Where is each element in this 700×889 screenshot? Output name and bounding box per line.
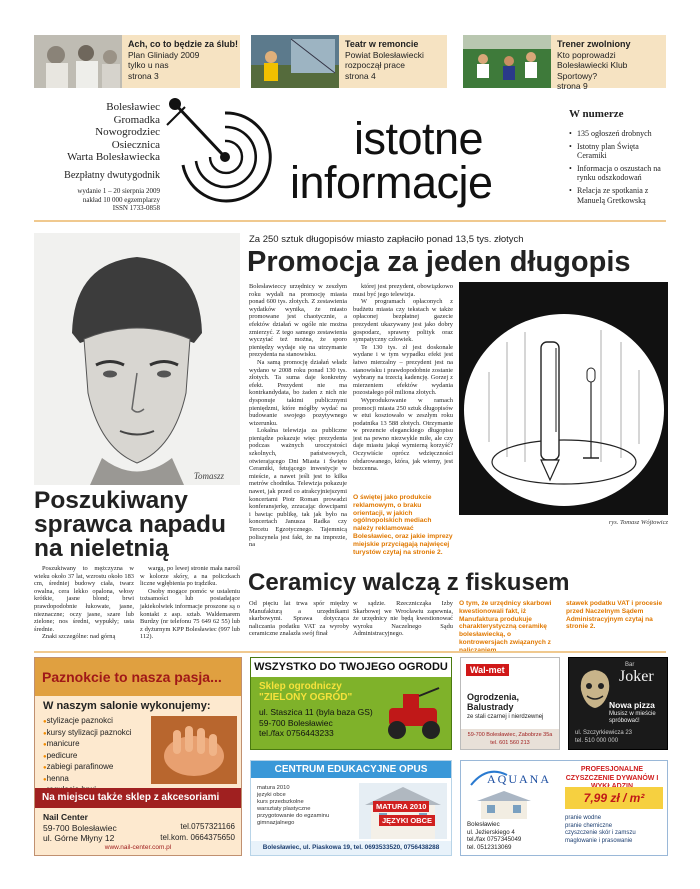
main-text: W programach opłaconych z budżetu miasta czy tekstach w także opłaconej bezpłatnej gazecie prezydent ukazywany jest jako dobry gospodarz, sprawny polityk oraz sympatyczny człowiek.	[353, 298, 453, 344]
nail-service: ● zabiegi parafinowe	[43, 762, 143, 774]
suspect-text: Osoby mogące pomóc w ustaleniu tożsamości lub posiadające jakiekolwiek informacje proszone są o kontakt z asp. sztab. Waldemarem Burdzy (nr telefonu 75 649 62 55) lub z dyżurnym KPP Bolesławiec (997 lub 112).	[140, 587, 240, 641]
masthead-towns	[30, 101, 160, 213]
ads-rule	[34, 651, 666, 653]
aquana-addr: ul. Jeżierskiego 4	[467, 828, 515, 836]
aquana-service: pranie chemiczne	[565, 822, 613, 829]
main-pullquote[interactable]: O świętej jako produkcie reklamowym, o braku orientacji, w jakich ogólnopolskich mediach należy reklamować Bolesławiec, oraz jakie imprezy miejskie przyciągają najwięcej turystów czytaj na stronie 2.	[353, 494, 453, 556]
main-text: Te 130 tys. zł jest doskonale wydane i w tym wypadku efekt jest łatwo mierzalny – prezydent jest na stanowisku i prawdopodobnie zostanie wybrany na trzecią kadencję. Gorzej z mierzeniem efektów wydania pozostałego pół miliona złotych.	[353, 343, 453, 397]
nail-service: ● kursy stylizacji paznokci	[43, 728, 143, 740]
suspect-text: Poszukiwany to mężczyzna w wieku około 37 lat, wzrostu około 183 cm, średniej budowy ciała, twarz owalna, cera lekko opalona, włosy krótkie, jasne blond; brwi prawdopodobnie łukowate, jasne, nieznaczne; oczy jasne, szare lub zielone; nos średni, wypukły; usta średnie.	[34, 565, 134, 633]
garden-shop-name: "ZIELONY OGRÓD"	[259, 691, 353, 703]
opus-course: warsztaty plastyczne	[257, 806, 311, 812]
teaser-line: Powiat Bolesławiecki	[345, 49, 424, 60]
nail-website[interactable]: www.nail-center.com.pl	[104, 844, 172, 851]
opus-course: przygotowanie do egzaminu gimnazjalnego	[257, 813, 330, 826]
teaser-line: Bolesławiecki Klub Sportowy?	[557, 60, 628, 81]
target-logo-icon	[163, 95, 288, 218]
joker-bar: Bar	[625, 662, 635, 668]
ad-walmet[interactable]	[460, 657, 560, 750]
teaser-theatre[interactable]	[251, 35, 447, 88]
pen-illustration	[459, 282, 668, 515]
nail-phone[interactable]: tel.kom. 0664375650	[160, 832, 235, 842]
title-line1: istotne	[354, 113, 484, 164]
issn: ISSN 1733-0858	[112, 204, 160, 212]
suspect-sketch	[34, 233, 240, 485]
opus-sign: MATURA 2010	[373, 801, 429, 812]
title-line2: informacje	[290, 157, 493, 208]
teaser-title: Trener zwolniony	[557, 39, 631, 49]
teaser-title: Ach, co to będzie za ślub!	[128, 39, 239, 49]
aquana-service: pranie wodne	[565, 815, 602, 821]
nail-addr: ul. Górne Młyny 12	[43, 833, 115, 843]
nail-hand-photo	[151, 716, 237, 784]
teaser-line: rozpoczął prace	[345, 60, 406, 70]
main-kicker: Za 250 sztuk długopisów miasto zapłaciło ponad 13,5 tys. złotych	[249, 234, 524, 245]
in-issue-box	[569, 108, 669, 208]
walmet-phone[interactable]: tel. 601 560 213	[490, 740, 530, 746]
suspect-col2	[140, 565, 240, 649]
masthead-rule	[34, 220, 666, 222]
teaser-photo-wedding	[34, 35, 122, 88]
tax-teaser-1[interactable]: O tym, że urzędnicy skarbowi kwestionowali fakt, iż Manufaktura produkuje charakterystyczną ceramikę bolesławiecką, o kontrowersjach związanych z	[459, 600, 552, 646]
print-run: nakład 10 000 egzemplarzy	[82, 195, 160, 204]
nail-shop-bar: Na miejscu także sklep z akcesoriami	[35, 788, 241, 808]
nail-phone[interactable]: tel.0757321166	[180, 822, 235, 831]
tax-col2	[353, 600, 453, 650]
edition: wydanie 1 – 20 sierpnia 2009	[77, 187, 160, 195]
in-issue-item[interactable]: • Istotny plan Święta Ceramiki	[569, 142, 669, 161]
town: Gromadka	[113, 113, 160, 126]
aquana-service: maglowanie i prasowanie	[565, 837, 633, 844]
walmet-line2: ze stali czarnej i nierdzewnej	[467, 714, 544, 720]
main-text: której jest prezydent, obowiązkowo musi być jego telewizja.	[353, 283, 453, 298]
opus-sign: JĘZYKI OBCE	[379, 815, 435, 826]
in-issue-heading: W numerze	[569, 108, 624, 120]
opus-footer[interactable]: Bolesławiec, ul. Piaskowa 19, tel. 0693533520, 0756438288	[251, 841, 451, 855]
aquana-headline: PROFESJONALNE CZYSZCZENIE DYWANÓW I	[565, 766, 659, 782]
tax-headline[interactable]: Ceramicy walczą z fiskusem	[248, 569, 570, 596]
joker-promo: Nowa pizza	[609, 700, 655, 710]
teaser-page: strona 3	[128, 70, 159, 81]
garden-banner: WSZYSTKO DO TWOJEGO OGRODU	[251, 658, 451, 677]
main-col2	[353, 283, 453, 493]
walmet-logo: Wal-met	[466, 664, 509, 676]
nail-banner: Paznokcie to nasza pasja...	[35, 658, 241, 696]
opus-banner: CENTRUM EDUKACYJNE OPUS	[251, 761, 451, 778]
teaser-coach[interactable]	[463, 35, 666, 91]
teaser-line: Plan Gliniady 2009	[128, 49, 200, 60]
main-headline[interactable]: Promocja za jeden długopis	[247, 246, 631, 278]
in-issue-item[interactable]: • Relacja ze spotkania z Manuelą Gretkowską	[569, 186, 669, 205]
nail-service: ● pedicure	[43, 751, 143, 763]
illustration-credit: rys. Tomasz Wójtowicz	[608, 519, 668, 526]
ad-nail-center[interactable]	[34, 657, 242, 856]
opus-course: kurs przedszkolne	[257, 799, 304, 805]
teaser-photo-theatre	[251, 35, 339, 88]
aquana-service: czyszczenie skór i zamszu	[565, 830, 636, 836]
main-text: Wyprodukowanie w ramach promocji miasta 250 sztuk długopisów w etui kosztowało w zeszłym roku podatnika 13 588 złotych. Otrzymanie w prezencie eleganckiego długopisu jest na pewno niezwykle miłe, ale czy daje miastu jakąś wymierną korzyść? Oczywiście oprócz wdzięczności obdarowanego, która, jak wiemy, jest bezcenna.	[353, 396, 453, 473]
nail-subhead: W naszym salonie wykonujemy:	[43, 700, 211, 712]
aquana-house-icon	[471, 789, 537, 819]
tax-text: w sądzie. Rzecznicząka Izby Skarbowej we Wrocławiu zapewnia, że urzędnicy nie będą kwestionować wyroku Naczelnego Sądu Administracyjnego.	[353, 600, 453, 638]
frequency: Bezpłatny dwutygodnik	[64, 169, 160, 181]
suspect-text: wargą, po lewej stronie mała narośl w kolorze skóry, a na policzkach liczne wgłębienia po trądziku.	[140, 565, 240, 588]
lawnmower-icon	[379, 686, 449, 744]
walmet-line1: Ogrodzenia, Balustrady	[467, 692, 520, 712]
sketch-signature: Tomaszz	[193, 471, 224, 481]
garden-phone[interactable]: tel./fax 0756443233	[259, 728, 334, 738]
nail-addr: 59-700 Bolesławiec	[43, 822, 117, 833]
main-text: Na samą promocję działań władz wydano w 2008 roku ponad 130 tys. złotych. Ta suma daje konkretny efekt. Prezydent nie ma kontrkandydata, bo żaden z nich nie dysponuje takimi publicznymi pieniędzmi, które mógłby wydać na budowanie swojego pozytywnego wizerunku.	[249, 358, 347, 427]
aquana-logo-icon	[467, 765, 557, 791]
teaser-wedding[interactable]	[34, 35, 240, 88]
aquana-phone[interactable]: tel. 0512313069	[467, 843, 512, 851]
in-issue-item[interactable]: • 135 ogłoszeń drobnych	[569, 129, 669, 139]
main-text: Bolesławieccy urzędnicy w zeszłym roku wydali na promocję miasta ponad 600 tys. złotych. Z zestawienia wydatków wynika, że miasto promowane jest chaotycznie, a efektów działań w ogóle nie można zmierzyć. Z tego samego zestawienia wyczytać też można, że sporo pieniędzy wydaje się na utrzymanie prezydenta na stanowisku.	[249, 283, 347, 359]
garden-shop: Sklep ogrodniczy	[259, 681, 342, 692]
tax-text: Od pięciu lat trwa spór między Manufakturą a urzędnikami skarbowymi. Sprawa dotycząca naliczania podatku VAT za wyroby ceramiczne znalazła swój finał	[249, 600, 349, 638]
teaser-title: Teatr w remoncie	[345, 39, 419, 49]
in-issue-item[interactable]: • Informacja o oszustach na rynku odszkodowań	[569, 164, 669, 183]
nail-service: ● manicure	[43, 739, 143, 751]
joker-phone[interactable]: tel. 510 000 000	[575, 737, 619, 744]
nail-service: ● stylizacje paznokci	[43, 716, 143, 728]
main-text: Lokalna telewizja za publiczne pieniądze pokazuje więc prezydenta podczas ważnych uroczystości szkolnych, państwowych, otwierającego Dni Miasta i Święto Ceramiki, fetującego inwestycje w mieście, a nawet jeśli jest to kilka metrów chodnika. Telewizja pokazuje nawet, jak przed co atrakcyjniejszymi koncertami Piotr Roman prowadzi konferansjerkę, zrzucając dowcipami i bawiąc publikę, tak jak było na koncertach Janusza Radka czy Tercetu Egzotycznego. Tajemnicą poliszynela jest fakt, że na imprezie, na	[249, 427, 347, 549]
ad-garden[interactable]	[250, 657, 452, 750]
main-col1	[249, 283, 347, 549]
aquana-addr: Bolesławiec	[467, 821, 500, 828]
garden-city: 59-700 Bolesławiec	[259, 717, 333, 728]
suspect-col1	[34, 565, 134, 649]
masthead-title	[290, 113, 550, 208]
suspect-headline[interactable]: Poszukiwany sprawca napadu na nieletnią	[34, 487, 226, 562]
tax-teaser-2[interactable]: stawek podatku VAT i procesie przed Naczelnym Sądem Administracyjnym czytaj na stronie 2.	[566, 600, 663, 631]
town: Osiecznica	[111, 138, 160, 151]
town: Warta Bolesławiecka	[67, 151, 160, 163]
teaser-page: strona 9	[557, 81, 588, 91]
nail-service: ● henna	[43, 774, 143, 786]
ad-joker[interactable]	[568, 657, 668, 750]
teaser-line: tylko u nas	[128, 60, 169, 70]
town: Nowogrodziec	[95, 126, 160, 138]
nail-name: Nail Center	[43, 812, 88, 822]
garden-street: ul. Staszica 11 (byla baza GS)	[259, 707, 373, 717]
joker-name: Joker	[619, 668, 654, 685]
opus-course: języki obce	[257, 792, 286, 798]
ad-opus[interactable]	[250, 760, 452, 856]
joker-addr: ul. Szczyrkiewicza 23	[575, 730, 633, 736]
ad-aquana[interactable]	[460, 760, 668, 856]
teaser-photo-football	[463, 35, 551, 88]
tax-col1	[249, 600, 349, 650]
suspect-text: Znaki szczególne: nad górną	[42, 633, 116, 641]
opus-course: matura 2010	[257, 785, 290, 791]
aquana-phone[interactable]: tel./fax 0757345049	[467, 836, 522, 843]
aquana-logo-text: AQUANA	[487, 772, 551, 786]
teaser-page: strona 4	[345, 70, 376, 81]
town: Bolesławiec	[106, 101, 160, 113]
teaser-line: Kto poprowadzi	[557, 49, 616, 60]
joker-promo-sub: Musisz w mieście spróbować!	[609, 711, 656, 724]
walmet-addr: 59-700 Bolesławiec, Zabobrze 35a	[467, 732, 553, 738]
aquana-price: 7,99 zł / m²	[565, 787, 663, 809]
